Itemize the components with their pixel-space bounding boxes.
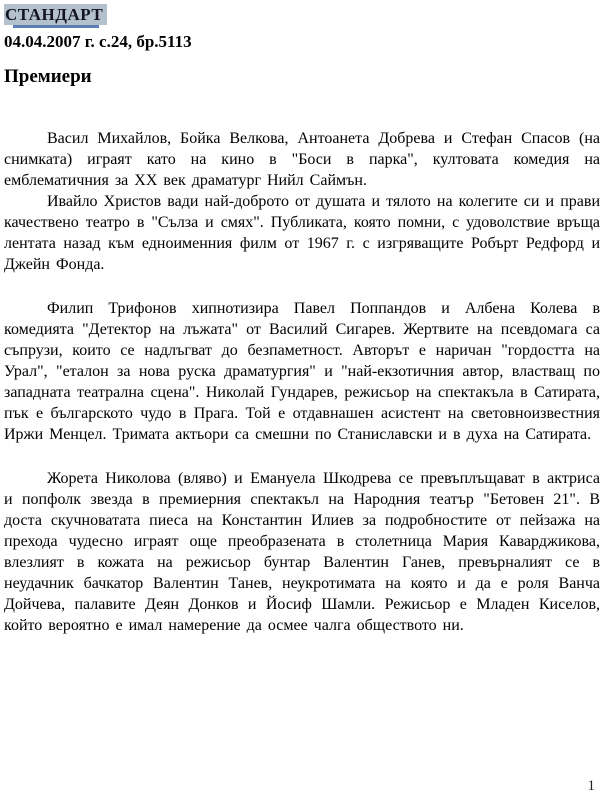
masthead-underline (13, 25, 99, 28)
article-body (4, 128, 600, 636)
article-heading: Премиери (4, 66, 92, 87)
paragraph-4: Жорета Николова (вляво) и Емануела Шкодрева се превъплъщават в актриса и попфолк звезда в премиерния спектакъл на Народния театър "Бетовен 21". В доста скучноватата пиеса на Константин Илиев за подробностите от пейзажа на прехода чудесно играят още преобразената в столетница Мария Каварджикова, влезлият в кожата на режисьор бунтар Валентин Ганев, превърналият се в неудачник бачкатор Валентин Танев, неукротимата на която и да е роля Ванча Дойчева, палавите Деян Донков и Йосиф Шамли. Режисьор е Младен Киселов, който вероятно е имал намерение да осмее чалга обществото ни. (4, 470, 600, 634)
dateline: 04.04.2007 г. с.24, бр.5113 (4, 32, 192, 51)
paragraph-2: Ивайло Христов вади най-доброто от душата и тялото на колегите си и прави качествено театро в "Сълза и смях". Публиката, която помни, с удоволствие връща лентата назад към едноименния филм от 1967 г. с изгряващите Робърт Редфорд и Джейн Фонда. (4, 193, 600, 273)
page-number: 1 (587, 778, 595, 794)
paragraph-1: Васил Михайлов, Бойка Велкова, Антоанета Добрева и Стефан Спасов (на снимката) играят като на кино в "Боси в парка", култовата комедия на емблематичния за XX век драматург Нийл Саймън. (4, 130, 600, 189)
paragraph-3: Филип Трифонов хипнотизира Павел Поппандов и Албена Колева в комедията "Детектор на лъжата" от Василий Сигарев. Жертвите на псевдомага са съпрузи, които се надлъгват до безпаметност. Авторът е наричан "гордостта на Урал", "еталон за нова руска драматургия" и "най-екзотичния автор, властващ по западната театрална сцена". Николай Гундарев, режисьор на спектакъла в Сатирата, пък е българското чудо в Прага. Той е отдавнашен асистент на световноизвестния Иржи Менцел. Тримата актьори са смешни по Станиславски и в духа на Сатирата. (4, 300, 600, 443)
masthead-link[interactable]: СТАНДАРТ (4, 4, 107, 25)
masthead-block (4, 4, 600, 28)
